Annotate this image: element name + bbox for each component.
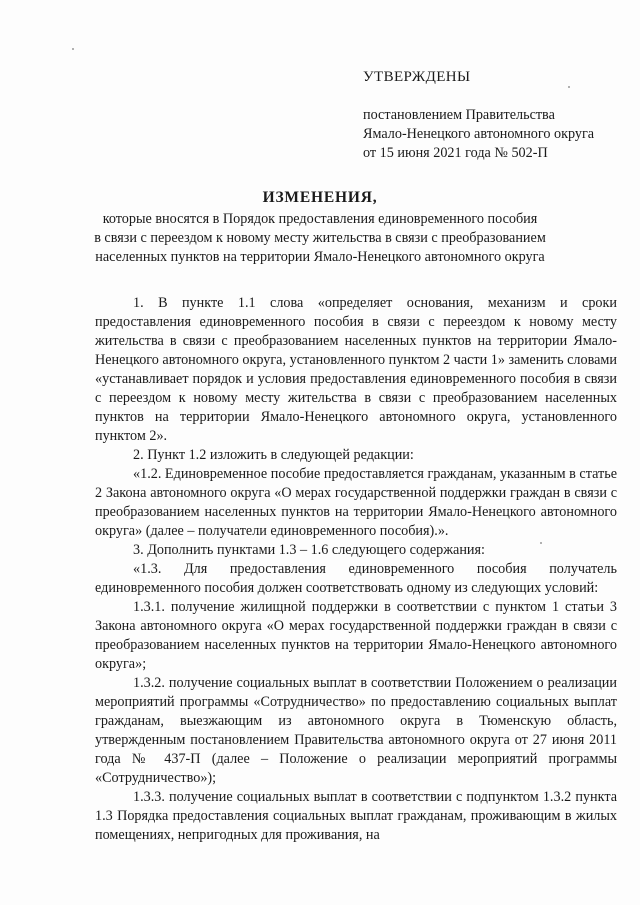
- approval-line: постановлением Правительства: [363, 107, 555, 123]
- approval-stamp-block: [363, 68, 623, 163]
- document-heading: [80, 189, 560, 267]
- paragraph: 1.3.2. получение социальных выплат в соответствии Положением о реализации мероприятий программы «Сотрудничество» по предоставлению социальных выплат гражданам, выезжающим из автономного округа в Тюменскую область, утвержденным постановлением Правительства автономного округа от 27 июня 2011 года № 437-П (далее – Положение о реализации мероприятий программы «Сотрудничество»);: [95, 675, 617, 786]
- document-title: ИЗМЕНЕНИЯ,: [262, 189, 378, 206]
- paragraph: 1.3.1. получение жилищной поддержки в соответствии с пунктом 1 статьи 3 Закона автономного округа «О мерах государственной поддержки граждан в связи с преобразованием населенных пунктов на территории Ямало-Ненецкого автономного округа»;: [95, 599, 617, 672]
- approval-line: от 15 июня 2021 года № 502-П: [363, 145, 548, 161]
- document-subtitle-line: в связи с переездом к новому месту жительства в связи с преобразованием: [94, 230, 546, 246]
- paragraph: 3. Дополнить пунктами 1.3 – 1.6 следующего содержания:: [133, 542, 485, 558]
- document-body: [95, 294, 617, 845]
- paragraph: 1.3.3. получение социальных выплат в соответствии с подпунктом 1.3.2 пункта 1.3 Порядка предоставления социальных выплат гражданам, проживающим в жилых помещениях, непригодных для проживания, на: [95, 789, 617, 843]
- document-subtitle-line: которые вносятся в Порядок предоставления единовременного пособия: [102, 211, 538, 227]
- document-subtitle-line: населенных пунктов на территории Ямало-Ненецкого автономного округа: [95, 249, 545, 265]
- paragraph: «1.2. Единовременное пособие предоставляется гражданам, указанным в статье 2 Закона автономного округа «О мерах государственной поддержки граждан в связи с преобразованием населенных пунктов на территории Ямало-Ненецкого автономного округа» (далее – получатели единовременного пособия).».: [95, 466, 617, 539]
- scan-speck: [72, 48, 74, 50]
- approved-heading: УТВЕРЖДЕНЫ: [363, 69, 471, 85]
- paragraph: 1. В пункте 1.1 слова «определяет основания, механизм и сроки предоставления единовременного пособия в связи с переездом к новому месту жительства в связи с преобразованием населенных пунктов на территории Ямало-Ненецкого автономного округа, установленного пунктом 2 части 1» заменить словами «устанавливает порядок и условия предоставления единовременного пособия в связи с переездом к новому месту жительства в связи с преобразованием населенных пунктов на территории Ямало-Ненецкого автономного округа, установленного пунктом 2».: [95, 295, 617, 444]
- paragraph: «1.3. Для предоставления единовременного пособия получатель единовременного пособия должен соответствовать одному из следующих условий:: [95, 561, 617, 596]
- approval-line: Ямало-Ненецкого автономного округа: [363, 126, 595, 142]
- paragraph: 2. Пункт 1.2 изложить в следующей редакции:: [133, 447, 414, 463]
